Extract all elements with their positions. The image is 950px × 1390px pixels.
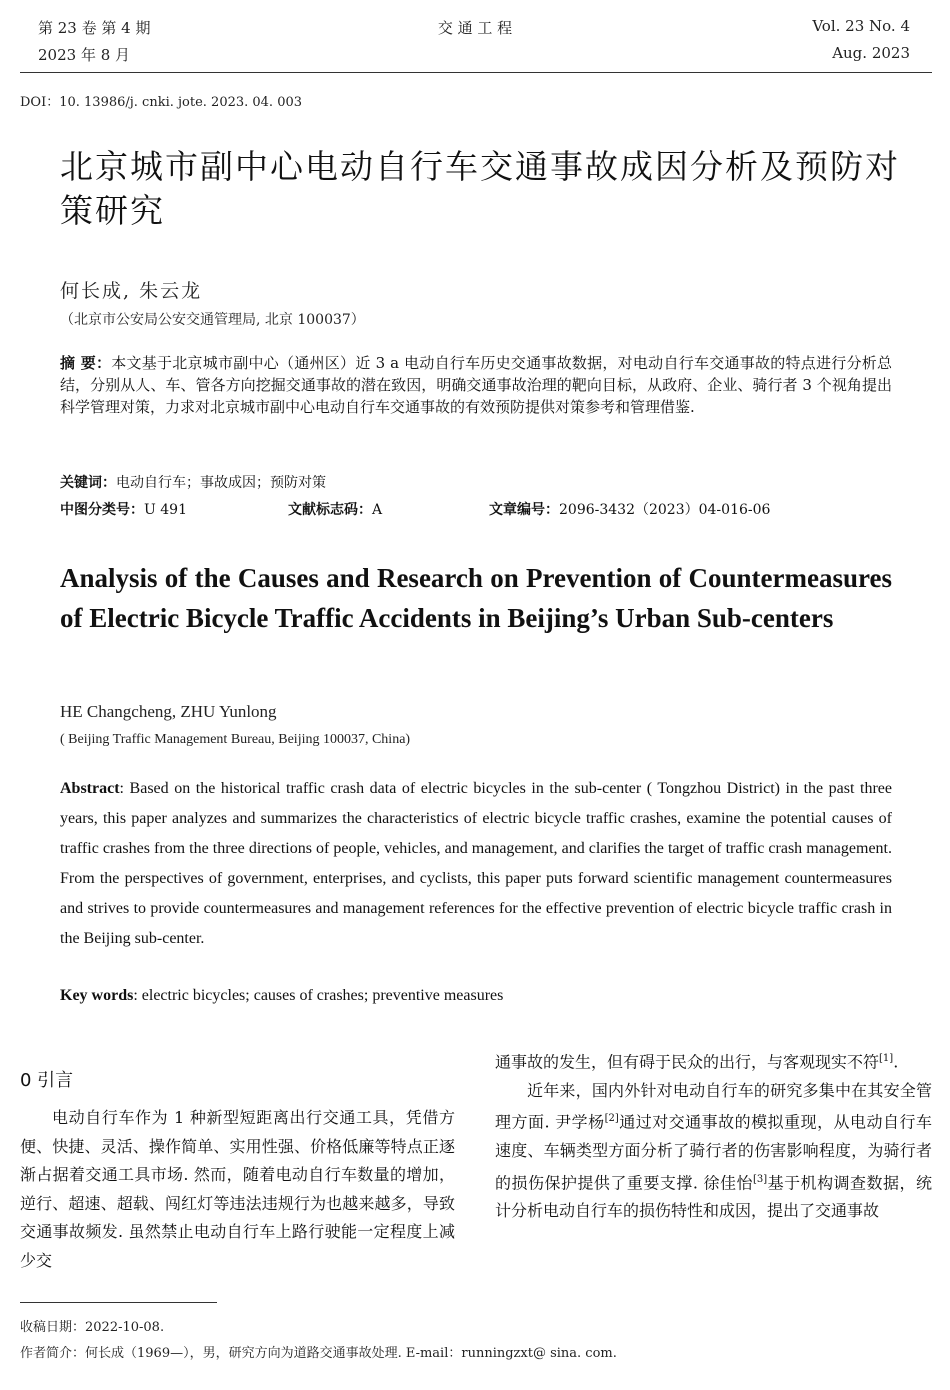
authors-en: HE Changcheng, ZHU Yunlong — [60, 702, 277, 721]
right-para1-end: . — [893, 1052, 899, 1072]
right-para1-text: 通事故的发生，但有碍于民众的出行，与客观现实不符 — [495, 1052, 880, 1072]
affiliation-en: ( Beijing Traffic Management Bureau, Beijing 100037, China) — [60, 732, 411, 747]
body-right-paragraph-1 — [495, 1045, 932, 1077]
header-date-en: Aug. 2023 — [832, 44, 910, 62]
header-date-cn: 2023 年 8 月 — [38, 46, 131, 64]
clc-label: 中图分类号： — [60, 502, 144, 518]
article-value: 2096-3432（2023）04-016-06 — [559, 502, 771, 518]
right-para2-a: 近年来，国内外针对电动自行车的研究多集中在其安全管理方面. 尹学杨 — [495, 1080, 932, 1132]
header-journal-name: 交 通 工 程 — [437, 19, 513, 37]
affiliation-cn: （北京市公安局公安交通管理局, 北京 100037） — [60, 312, 365, 328]
abstract-en-label: Abstract — [60, 780, 120, 797]
citation-2[interactable]: [2] — [604, 1113, 619, 1125]
abstract-cn-text: 本文基于北京城市副中心（通州区）近 3 a 电动自行车历史交通事故数据，对电动自行车交通事故的特点进行分析总结，分别从人、车、管各方向挖掘交通事故的潜在致因，明确交通事故治理的靶向目标，从政府、企业、骑行者 3 个视角提出科学管理对策，力求对北京城市副中心电动自行车交通事故的有效预防提供对策参考和管理借鉴. — [60, 354, 892, 416]
title-en: Analysis of the Causes and Research on Prevention of Countermeasures of Electric Bicycle Traffic Accidents in Beijing’s Urban Sub-centers — [60, 563, 892, 633]
footnote-received: 收稿日期：2022-10-08. — [20, 1320, 165, 1335]
keywords-en-text: : electric bicycles; causes of crashes; preventive measures — [133, 987, 504, 1004]
body-left-paragraph: 电动自行车作为 1 种新型短距离出行交通工具，凭借方便、快捷、灵活、操作简单、实用性强、价格低廉等特点正逐渐占据着交通工具市场. 然而，随着电动自行车数量的增加，逆行、超速、超载、闯红灯等违法违规行为也越来越多，导致交通事故频发. 虽然禁止电动自行车上路行驶能一定程度上减少交 — [20, 1108, 455, 1270]
right-para2-c: 基于机构调查数据，统计分析电动自行车的损伤特性和成因，提出了交通事故 — [495, 1172, 932, 1221]
header-volume-issue: 第 23 卷 第 4 期 — [38, 19, 151, 37]
abstract-en-text: : Based on the historical traffic crash data of electric bicycles in the sub-center ( Tongzhou District) in the past three years, this paper analyzes and summarizes the characteristics of electric bicycle traffic crashes, examine the potential causes of traffic crashes from the three directions of people, vehicles, and management, and clarifies the target of traffic crash management. From the perspectives of government, enterprises, and cyclists, this paper puts forward scientific management countermeasures and strives to provide countermeasures and management references for the effective prevention of electric bicycle traffic crash in the Beijing sub-center. — [60, 780, 892, 947]
footnote-rule — [20, 1302, 217, 1303]
abstract-cn — [60, 352, 892, 418]
body-right-paragraph-2 — [495, 1077, 932, 1226]
header-volume-en: Vol. 23 No. 4 — [812, 17, 910, 35]
footnote-author-bio: 作者简介：何长成（1969—），男，研究方向为道路交通事故处理. E-mail：runningzxt@ sina. com. — [20, 1346, 617, 1361]
doc-label: 文献标志码： — [288, 502, 372, 518]
header-rule — [20, 72, 932, 73]
abstract-en — [60, 774, 892, 954]
keywords-cn-text: 电动自行车；事故成因；预防对策 — [116, 475, 326, 491]
doc-value: A — [372, 502, 383, 518]
keywords-en — [60, 987, 503, 1005]
article-label: 文章编号： — [489, 502, 559, 518]
authors-cn: 何长成, 朱云龙 — [60, 280, 203, 302]
citation-3[interactable]: [3] — [752, 1173, 768, 1185]
body-right-column — [495, 1045, 932, 1226]
article-number — [489, 499, 770, 519]
right-para2-b: 通过对交通事故的模拟重现，从电动自行车速度、车辆类型方面分析了骑行者的伤害影响程度，为骑行者的损伤保护提供了重要支撑. 徐佳怡 — [495, 1112, 932, 1192]
keywords-cn-label: 关键词： — [60, 475, 116, 491]
title-cn: 北京城市副中心电动自行车交通事故成因分析及预防对策研究 — [60, 147, 900, 230]
keywords-cn — [60, 472, 326, 492]
doc-code — [288, 499, 382, 519]
clc-code — [60, 499, 187, 519]
abstract-cn-label: 摘 要： — [60, 354, 112, 372]
clc-value: U 491 — [144, 502, 187, 518]
body-left-column — [20, 1104, 455, 1275]
keywords-en-label: Key words — [60, 987, 134, 1004]
doi: DOI：10. 13986/j. cnki. jote. 2023. 04. 003 — [20, 95, 303, 110]
citation-1[interactable]: [1] — [879, 1053, 894, 1064]
section-heading: 0 引言 — [20, 1070, 74, 1091]
